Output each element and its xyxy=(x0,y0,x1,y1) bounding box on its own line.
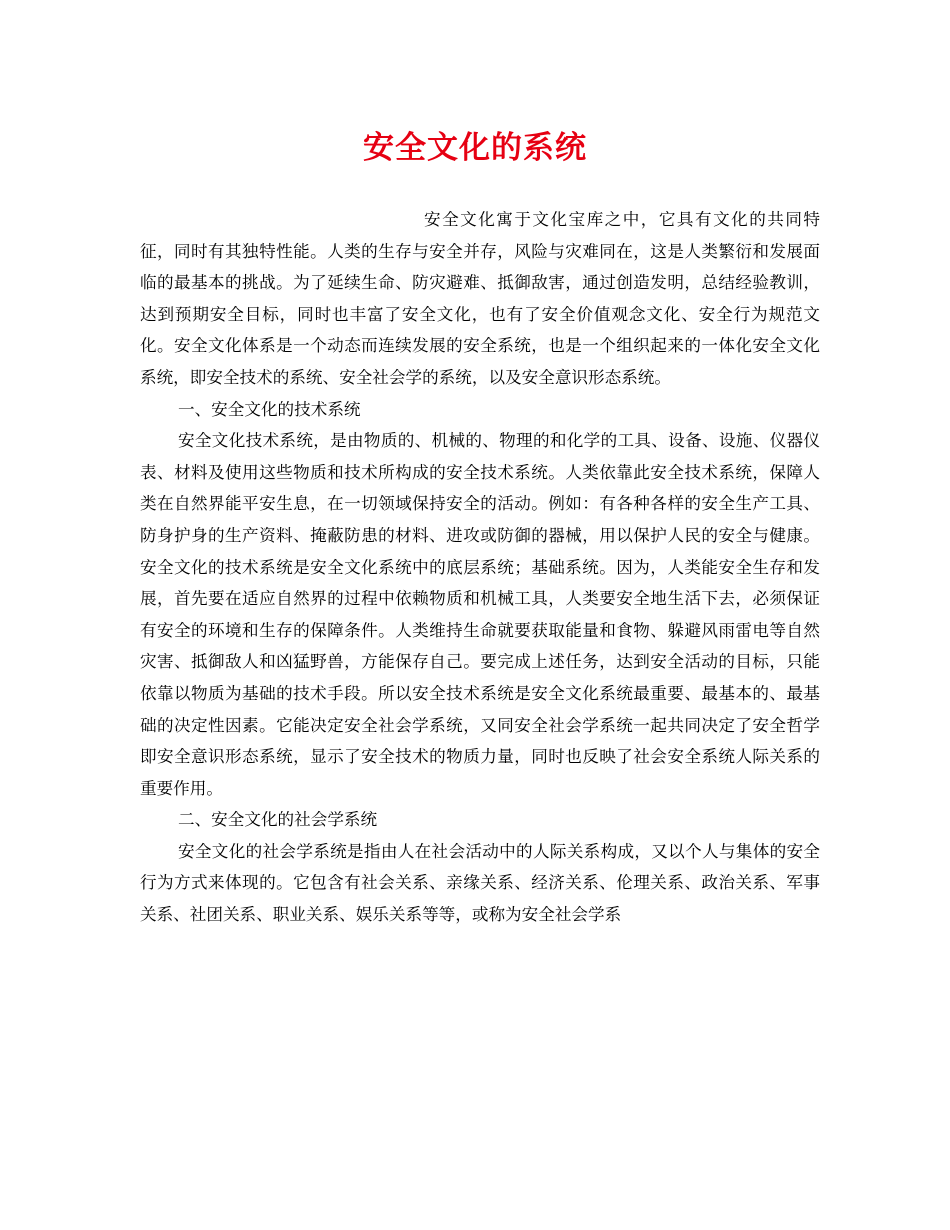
document-title: 安全文化的系统 xyxy=(363,130,587,166)
paragraph-technical-system: 安全文化技术系统，是由物质的、机械的、物理的和化学的工具、设备、设施、仪器仪表、材料及使用这些物质和技术所构成的安全技术系统。人类依靠此安全技术系统，保障人类在自然界能平安生息，在一切领域保持安全的活动。例如：有各种各样的安全生产工具、防身护身的生产资料、掩蔽防患的材料、进攻或防御的器械，用以保护人民的安全与健康。安全文化的技术系统是安全文化系统中的底层系统；基础系统。因为，人类能安全生存和发展，首先要在适应自然界的过程中依赖物质和机械工具，人类要安全地生活下去，必须保证有安全的环境和生存的保障条件。人类维持生命就要获取能量和食物、躲避风雨雷电等自然灾害、抵御敌人和凶猛野兽，方能保存自己。要完成上述任务，达到安全活动的目标，只能依靠以物质为基础的技术手段。所以安全技术系统是安全文化系统最重要、最基本的、最基础的决定性因素。它能决定安全社会学系统，又同安全社会学系统一起共同决定了安全哲学即安全意识形态系统，显示了安全技术的物质力量，同时也反映了社会安全系统人际关系的重要作用。 xyxy=(140,431,820,798)
paragraph-intro: 安全文化寓于文化宝库之中，它具有文化的共同特征，同时有其独特性能。人类的生存与安全并存，风险与灾难同在，这是人类繁衍和发展面临的最基本的挑战。为了延续生命、防灾避难、抵御敌害，通过创造发明，总结经验教训，达到预期安全目标，同时也丰富了安全文化，也有了安全价值观念文化、安全行为规范文化。安全文化体系是一个动态而连续发展的安全系统，也是一个组织起来的一体化安全文化系统，即安全技术的系统、安全社会学的系统，以及安全意识形态系统。 xyxy=(140,210,820,387)
section-heading-sociology-system: 二、安全文化的社会学系统 xyxy=(178,810,378,830)
document-body xyxy=(140,204,820,931)
paragraph-sociology-system: 安全文化的社会学系统是指由人在社会活动中的人际关系构成，又以个人与集体的安全行为方式来体现的。它包含有社会关系、亲缘关系、经济关系、伦理关系、政治关系、军事关系、社团关系、职业关系、娱乐关系等等，或称为安全社会学系 xyxy=(140,841,820,925)
section-heading-technical-system: 一、安全文化的技术系统 xyxy=(178,399,361,419)
